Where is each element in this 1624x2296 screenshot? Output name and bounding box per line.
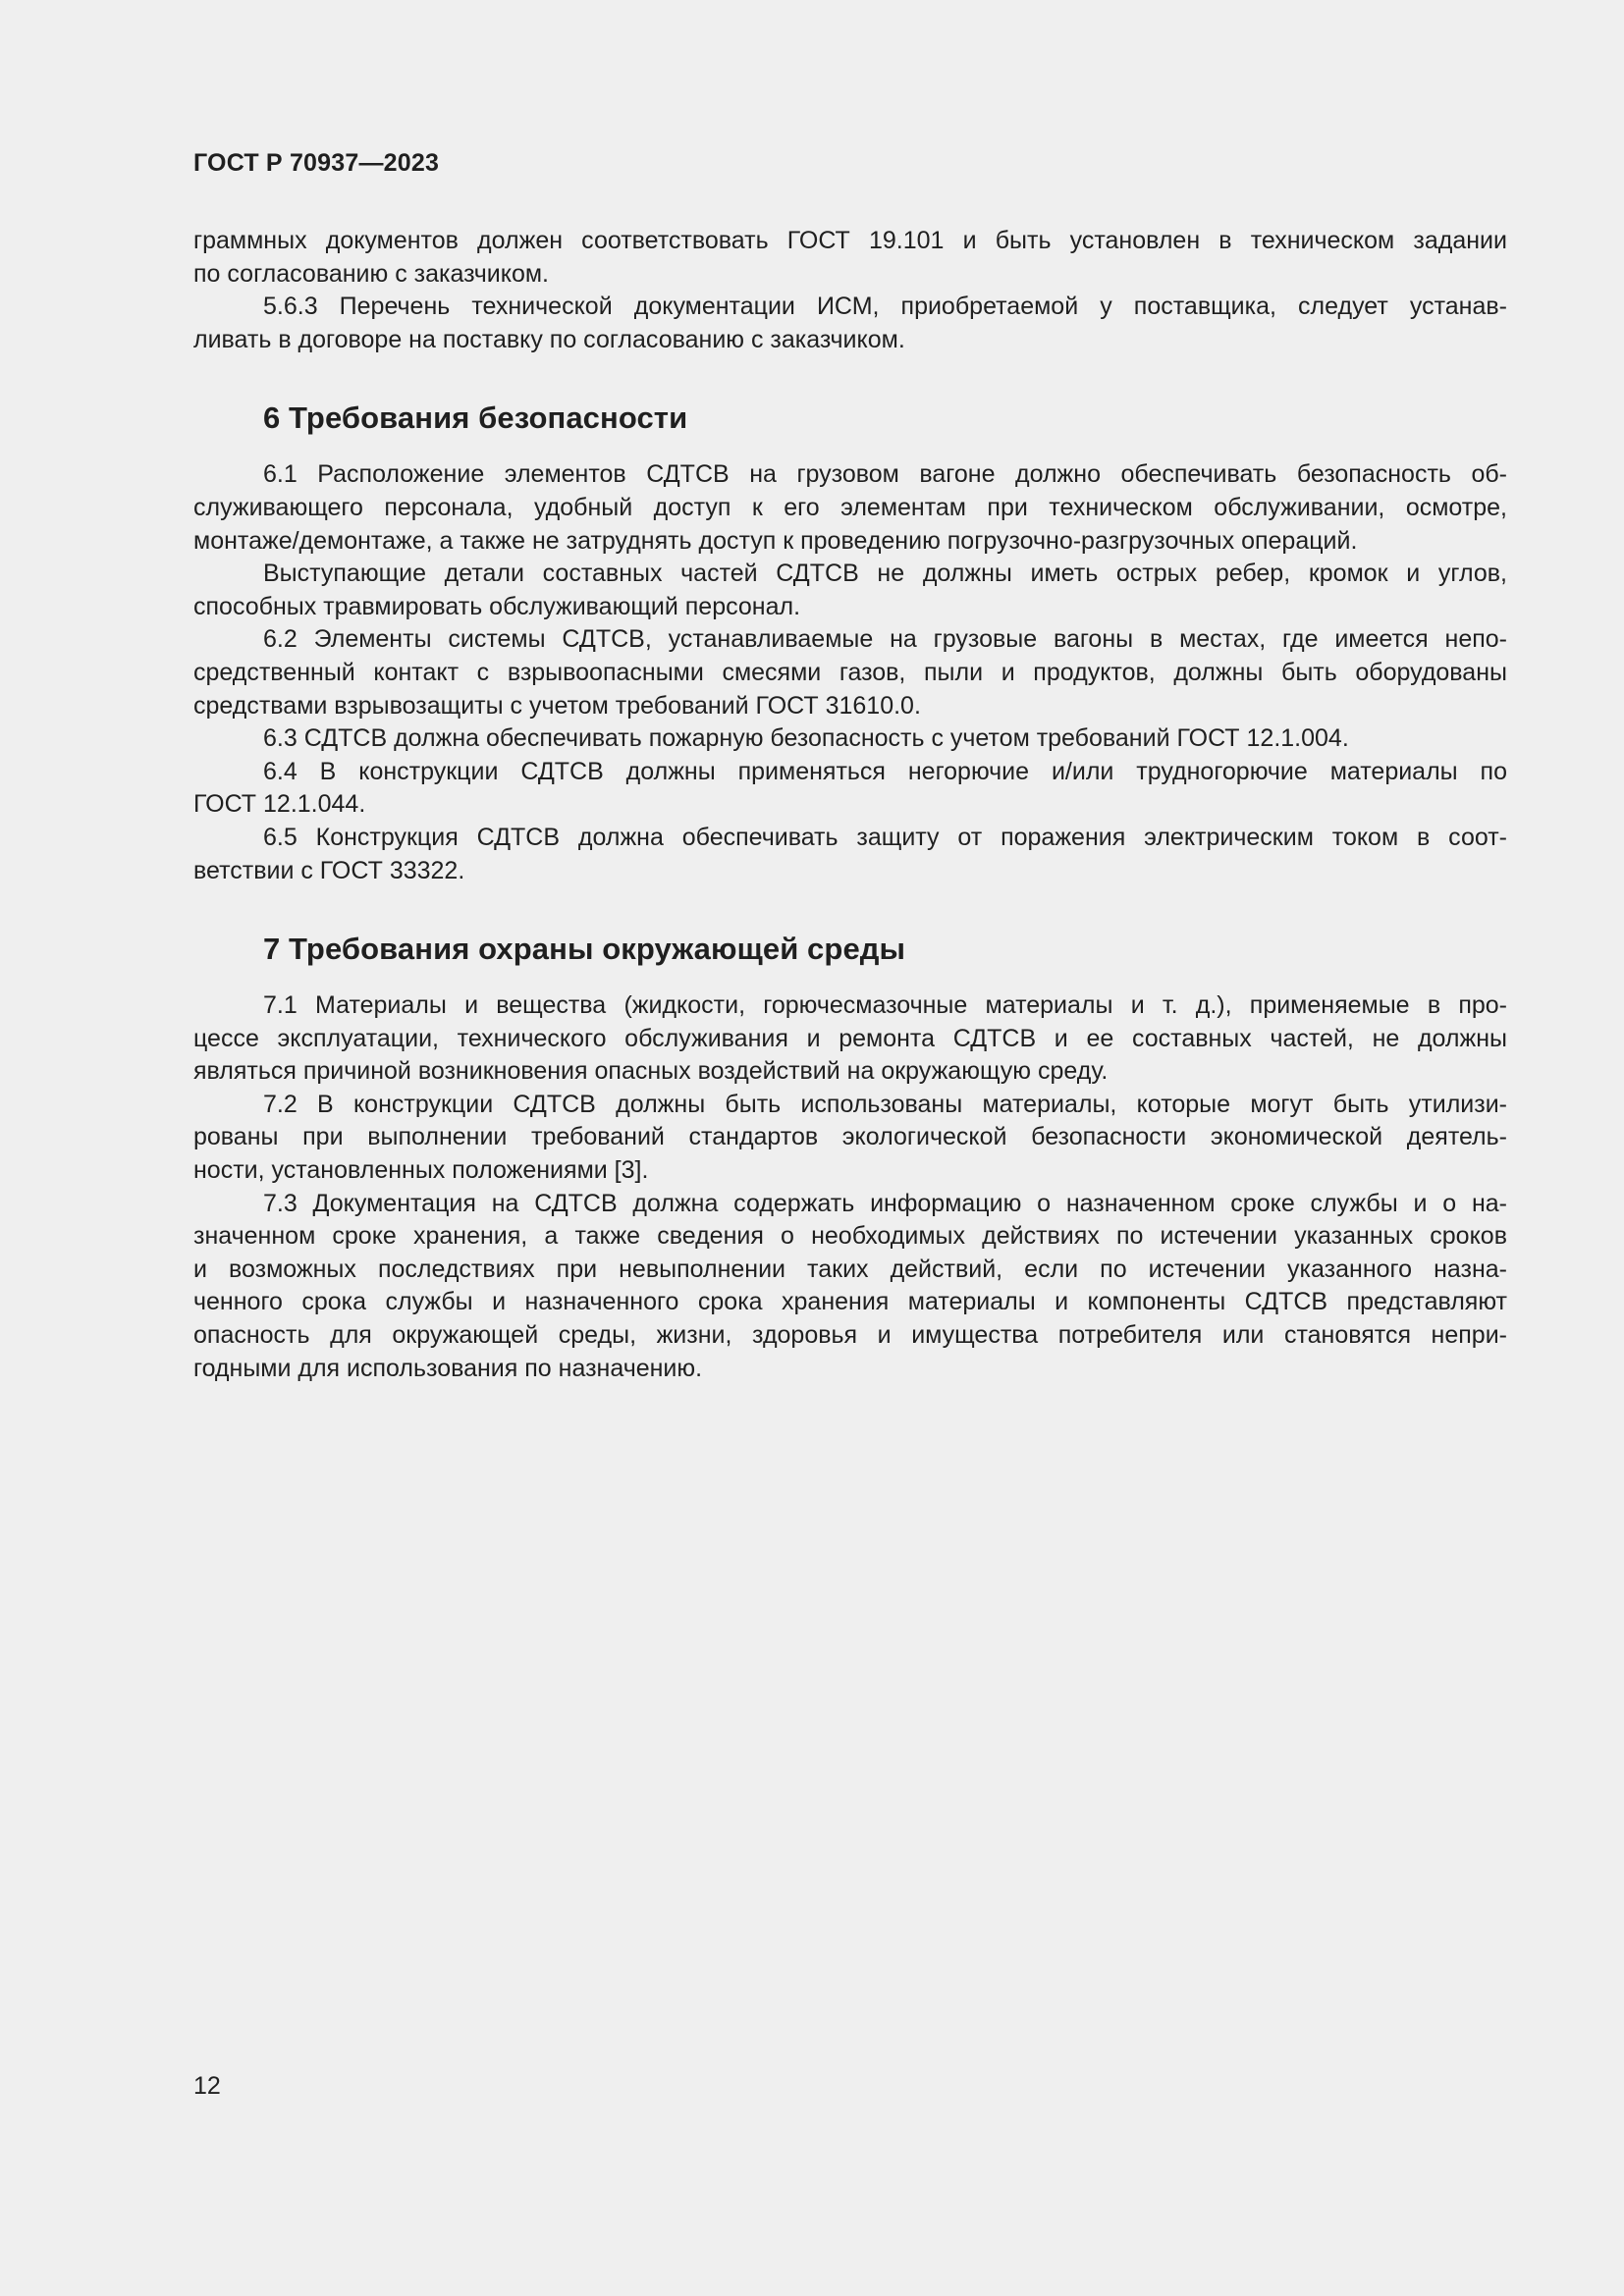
paragraph-line: служивающего персонала, удобный доступ к его элементам при техническом обслуживании, осмотре,: [193, 493, 1507, 521]
paragraph-line: 7.1 Материалы и вещества (жидкости, горючесмазочные материалы и т. д.), применяемые в про-: [263, 991, 1507, 1020]
paragraph-line: опасность для окружающей среды, жизни, здоровья и имущества потребителя или становятся непри-: [193, 1321, 1507, 1350]
paragraph-line: граммных документов должен соответствовать ГОСТ 19.101 и быть установлен в техническом задании: [193, 227, 1507, 254]
paragraph-line: являться причиной возникновения опасных воздействий на окружающую среду.: [193, 1057, 1109, 1086]
paragraph-line: 7.3 Документация на СДТСВ должна содержать информацию о назначенном сроке службы и о на-: [263, 1189, 1507, 1217]
paragraph-line: по согласованию с заказчиком.: [193, 259, 549, 288]
section-7-title: 7 Требования охраны окружающей среды: [263, 932, 906, 967]
section-6-title: 6 Требования безопасности: [263, 400, 688, 436]
document-body: [193, 225, 1507, 1385]
paragraph-line: способных травмировать обслуживающий персонал.: [193, 592, 801, 620]
paragraph-line: ности, установленных положениями [3].: [193, 1156, 649, 1185]
paragraph-line: цессе эксплуатации, технического обслуживания и ремонта СДТСВ и ее составных частей, не должны: [193, 1024, 1507, 1052]
paragraph-line: 7.2 В конструкции СДТСВ должны быть использованы материалы, которые могут быть утилизи-: [263, 1090, 1507, 1118]
paragraph-line: монтаже/демонтаже, а также не затруднять доступ к проведению погрузочно-разгрузочных операций.: [193, 526, 1358, 555]
paragraph-line: годными для использования по назначению.: [193, 1354, 703, 1382]
paragraph-line: 6.3 СДТСВ должна обеспечивать пожарную безопасность с учетом требований ГОСТ 12.1.004.: [263, 724, 1349, 753]
paragraph-line: средственный контакт с взрывоопасными смесями газов, пыли и продуктов, должны быть оборудованы: [193, 658, 1507, 686]
paragraph-line: 5.6.3 Перечень технической документации ИСМ, приобретаемой у поставщика, следует устанав-: [263, 293, 1507, 321]
paragraph-line: 6.4 В конструкции СДТСВ должны применяться негорючие и/или трудногорючие материалы по: [263, 757, 1507, 785]
paragraph-line: 6.5 Конструкция СДТСВ должна обеспечивать защиту от поражения электрическим током в соот-: [263, 823, 1507, 851]
paragraph-line: ченного срока службы и назначенного срока хранения материалы и компоненты СДТСВ представляют: [193, 1288, 1507, 1316]
paragraph-line: Выступающие детали составных частей СДТСВ не должны иметь острых ребер, кромок и углов,: [263, 560, 1507, 588]
document-code-header: ГОСТ Р 70937—2023: [193, 149, 440, 177]
paragraph-line: 6.1 Расположение элементов СДТСВ на грузовом вагоне должно обеспечивать безопасность об-: [263, 460, 1507, 489]
paragraph-line: ветствии с ГОСТ 33322.: [193, 856, 465, 884]
paragraph-line: ливать в договоре на поставку по согласованию с заказчиком.: [193, 325, 905, 353]
paragraph-line: и возможных последствиях при невыполнении таких действий, если по истечении указанного назна-: [193, 1255, 1507, 1283]
paragraph-line: 6.2 Элементы системы СДТСВ, устанавливаемые на грузовые вагоны в местах, где имеется непо-: [263, 625, 1507, 654]
paragraph-line: рованы при выполнении требований стандартов экологической безопасности экономической деятель-: [193, 1123, 1507, 1151]
paragraph-line: средствами взрывозащиты с учетом требований ГОСТ 31610.0.: [193, 691, 921, 720]
paragraph-line: значенном сроке хранения, а также сведения о необходимых действиях по истечении указанных сроков: [193, 1222, 1507, 1251]
page-number: 12: [193, 2072, 221, 2100]
paragraph-line: ГОСТ 12.1.044.: [193, 790, 366, 819]
